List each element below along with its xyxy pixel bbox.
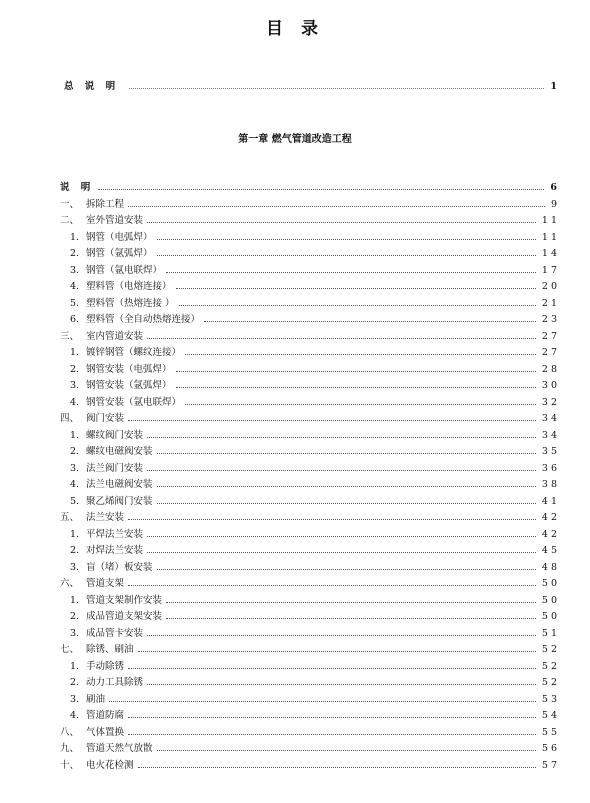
toc-entry-title: 平焊法兰安装 [86, 528, 144, 540]
toc-leader [166, 618, 536, 619]
toc-entry-title: 说 明 [60, 182, 95, 193]
toc-entry-title: 室外管道安装 [86, 215, 144, 226]
toc-entry-title: 塑料管（全自动热熔连接） [86, 314, 201, 325]
toc-entry-page: 56 [541, 743, 560, 754]
toc-entry-title: 盲（堵）板安装 [86, 561, 153, 573]
toc-entry-number: 5. [70, 495, 80, 507]
toc-entry-number: 2. [70, 446, 80, 457]
toc-entry[interactable] [60, 478, 560, 492]
toc-leader [157, 255, 536, 256]
toc-entry-number: 2. [70, 363, 80, 375]
toc-leader [147, 470, 536, 471]
toc-general-note-label: 总 说 明 [64, 81, 120, 92]
toc-leader [147, 437, 536, 438]
toc-leader [204, 321, 536, 322]
toc-entry-number: 1. [70, 231, 80, 243]
toc-entry[interactable] [60, 379, 560, 393]
toc-leader [128, 519, 536, 520]
toc-entry-title: 成品管卡安装 [86, 627, 144, 639]
toc-leader [128, 734, 536, 735]
toc-entry-number: 六、 [60, 578, 80, 589]
toc-entry-number: 3. [70, 380, 80, 391]
toc-leader [128, 717, 536, 718]
toc-leader [176, 288, 536, 289]
toc-entry[interactable] [60, 330, 560, 344]
toc-entry-page: 32 [541, 396, 560, 408]
toc-entry[interactable] [60, 214, 560, 228]
toc-leader [147, 552, 536, 553]
toc-entry[interactable] [60, 198, 560, 212]
toc-entry-title: 气体置换 [86, 726, 125, 738]
toc-leader [147, 536, 536, 537]
toc-entry-title: 管道支架制作安装 [86, 594, 163, 606]
toc-entry-number: 4. [70, 710, 80, 721]
toc-entry[interactable] [60, 594, 560, 608]
toc-entry-page: 53 [541, 693, 560, 705]
toc-entry[interactable] [60, 280, 560, 294]
toc-entry[interactable] [60, 495, 560, 509]
toc-general-note-page: 1 [550, 81, 560, 92]
toc-leader [138, 767, 536, 768]
toc-entry-title: 管道支架 [86, 578, 125, 589]
toc-leader [179, 305, 536, 306]
toc-entry-page: 52 [541, 677, 560, 688]
toc-leader [129, 88, 544, 89]
toc-entry-page: 51 [541, 627, 560, 639]
toc-entry[interactable] [60, 429, 560, 443]
toc-leader [176, 387, 536, 388]
toc-entry[interactable] [60, 396, 560, 410]
toc-leader [157, 239, 536, 240]
toc-entry-number: 四、 [60, 413, 80, 424]
toc-entry-number: 6. [70, 314, 80, 325]
toc-entry-page: 17 [541, 264, 560, 276]
toc-entry-page: 50 [541, 611, 560, 622]
toc-entry-number: 4. [70, 281, 80, 292]
toc-entry[interactable] [60, 264, 560, 278]
toc-entry-title: 电火花检测 [86, 759, 134, 771]
page-title: 目 录 [266, 19, 324, 39]
toc-entry[interactable] [60, 313, 560, 327]
toc-entry-number: 七、 [60, 644, 80, 655]
toc-entry-page: 50 [541, 594, 560, 606]
toc-entry-number: 一、 [60, 198, 80, 210]
toc-general-note[interactable] [64, 80, 560, 94]
toc-leader [157, 453, 536, 454]
chapter-heading: 第一章 燃气管道改造工程 [238, 134, 352, 145]
toc-entry-number: 五、 [60, 512, 80, 523]
toc-entry-number: 2. [70, 248, 80, 259]
toc-entry[interactable] [60, 247, 560, 261]
toc-entry-title: 管道天然气放散 [86, 743, 153, 754]
toc-entry-title: 镀锌钢管（螺纹连接） [86, 347, 182, 358]
toc-entry-page: 35 [541, 446, 560, 457]
toc-entry-page: 11 [541, 215, 560, 226]
toc-entry-title: 阀门安装 [86, 413, 125, 424]
toc-entry-number: 2. [70, 545, 80, 556]
toc-entry-number: 1. [70, 429, 80, 441]
toc-entry[interactable] [60, 181, 560, 195]
toc-entry[interactable] [60, 412, 560, 426]
toc-entry-number: 九、 [60, 743, 80, 754]
toc-entry-page: 20 [541, 281, 560, 292]
toc-leader [147, 222, 536, 223]
toc-entry-page: 14 [541, 248, 560, 259]
toc-entry-title: 对焊法兰安装 [86, 545, 144, 556]
toc-leader [128, 206, 545, 207]
toc-entry-title: 拆除工程 [86, 198, 125, 210]
toc-leader [128, 420, 536, 421]
toc-entry-number: 3. [70, 561, 80, 573]
toc-entry-page: 27 [541, 330, 560, 342]
toc-leader [166, 602, 536, 603]
toc-entry-number: 3. [70, 264, 80, 276]
toc-leader [157, 750, 536, 751]
toc-entry[interactable] [60, 231, 560, 245]
toc-entry-number: 3. [70, 627, 80, 639]
toc-leader [185, 404, 536, 405]
toc-entry[interactable] [60, 709, 560, 723]
toc-entry[interactable] [60, 610, 560, 624]
toc-entry-number: 2. [70, 611, 80, 622]
toc-entry-page: 45 [541, 545, 560, 556]
toc-leader [185, 354, 536, 355]
toc-entry-page: 28 [541, 363, 560, 375]
toc-entry[interactable] [60, 462, 560, 476]
toc-entry-page: 30 [541, 380, 560, 391]
toc-entry-page: 54 [541, 710, 560, 721]
toc-entry[interactable] [60, 445, 560, 459]
toc-entry-page: 50 [541, 578, 560, 589]
toc-entry-number: 二、 [60, 215, 80, 226]
toc-entry-number: 1. [70, 660, 80, 672]
toc-leader [157, 569, 536, 570]
toc-entry[interactable] [60, 693, 560, 707]
toc-entry[interactable] [60, 297, 560, 311]
toc-entry-page: 27 [541, 347, 560, 358]
toc-leader [128, 668, 536, 669]
toc-entry-title: 塑料管（热熔连接 ） [86, 297, 175, 309]
toc-entry-page: 34 [541, 413, 560, 424]
toc-leader [147, 684, 536, 685]
toc-entry-title: 钢管（电弧焊） [86, 231, 153, 243]
toc-leader [157, 503, 536, 504]
toc-entry[interactable] [60, 627, 560, 641]
toc-leader [138, 651, 536, 652]
toc-entry-page: 57 [541, 759, 560, 771]
toc-entry-title: 钢管安装（氩电联焊） [86, 396, 182, 408]
toc-leader [176, 371, 536, 372]
toc-entry-title: 钢管安装（氩弧焊） [86, 380, 172, 391]
toc-entry-title: 刷油 [86, 693, 106, 705]
toc-entry-title: 钢管（氩电联焊） [86, 264, 163, 276]
toc-entry[interactable] [60, 528, 560, 542]
toc-entry[interactable] [60, 363, 560, 377]
toc-entry-title: 手动除锈 [86, 660, 125, 672]
toc-entry[interactable] [60, 561, 560, 575]
toc-entry-page: 42 [541, 528, 560, 540]
toc-entry-title: 塑料管（电熔连接） [86, 281, 172, 292]
toc-leader [147, 338, 536, 339]
toc-entry-page: 38 [541, 479, 560, 490]
toc-entry-title: 螺纹电磁阀安装 [86, 446, 153, 457]
toc-entry[interactable] [60, 742, 560, 756]
toc-entry-page: 34 [541, 429, 560, 441]
toc-entry-page: 41 [541, 495, 560, 507]
toc-entry-page: 36 [541, 462, 560, 474]
toc-entry-title: 动力工具除锈 [86, 677, 144, 688]
toc-entry-page: 9 [550, 198, 560, 210]
toc-leader [147, 635, 536, 636]
toc-entry-title: 聚乙烯阀门安装 [86, 495, 153, 507]
toc-entry-page: 52 [541, 644, 560, 655]
toc-entry-page: 6 [550, 182, 560, 193]
toc-entry-page: 55 [541, 726, 560, 738]
toc-entry-title: 成品管道支架安装 [86, 611, 163, 622]
toc-entry-number: 1. [70, 528, 80, 540]
toc-entry-number: 4. [70, 396, 80, 408]
toc-entry[interactable] [60, 676, 560, 690]
toc-entry[interactable] [60, 346, 560, 360]
toc-entry-number: 十、 [60, 759, 80, 771]
toc-entry-page: 52 [541, 660, 560, 672]
toc-entry-page: 42 [541, 512, 560, 523]
toc-entry-title: 钢管（氩弧焊） [86, 248, 153, 259]
toc-leader [157, 486, 536, 487]
toc-entry-title: 室内管道安装 [86, 330, 144, 342]
toc-entry-page: 21 [541, 297, 560, 309]
toc-entry[interactable] [60, 726, 560, 740]
toc-entry-number: 3. [70, 693, 80, 705]
toc-entry-title: 法兰安装 [86, 512, 125, 523]
toc-entry-page: 23 [541, 314, 560, 325]
toc-entry-number: 三、 [60, 330, 80, 342]
toc-entry-number: 1. [70, 594, 80, 606]
toc-entry-title: 管道防腐 [86, 710, 125, 721]
toc-leader [109, 701, 536, 702]
toc-entry[interactable] [60, 759, 560, 773]
toc-entry-page: 11 [541, 231, 560, 243]
toc-entry-number: 3. [70, 462, 80, 474]
toc-leader [128, 585, 536, 586]
toc-entry-page: 48 [541, 561, 560, 573]
toc-entry[interactable] [60, 577, 560, 591]
toc-entry-title: 除锈、刷油 [86, 644, 134, 655]
toc-entry-number: 4. [70, 479, 80, 490]
toc-entry-title: 法兰阀门安装 [86, 462, 144, 474]
toc-entry[interactable] [60, 544, 560, 558]
toc-entry-title: 钢管安装（电弧焊） [86, 363, 172, 375]
toc-leader [166, 272, 536, 273]
toc-entry-title: 法兰电磁阀安装 [86, 479, 153, 490]
toc-entry[interactable] [60, 643, 560, 657]
toc-leader [98, 189, 544, 190]
toc-entry-number: 2. [70, 677, 80, 688]
toc-entry-number: 1. [70, 347, 80, 358]
toc-entry-number: 八、 [60, 726, 80, 738]
toc-entry[interactable] [60, 660, 560, 674]
toc-entry-number: 5. [70, 297, 80, 309]
toc-entry-title: 螺纹阀门安装 [86, 429, 144, 441]
toc-entry[interactable] [60, 511, 560, 525]
